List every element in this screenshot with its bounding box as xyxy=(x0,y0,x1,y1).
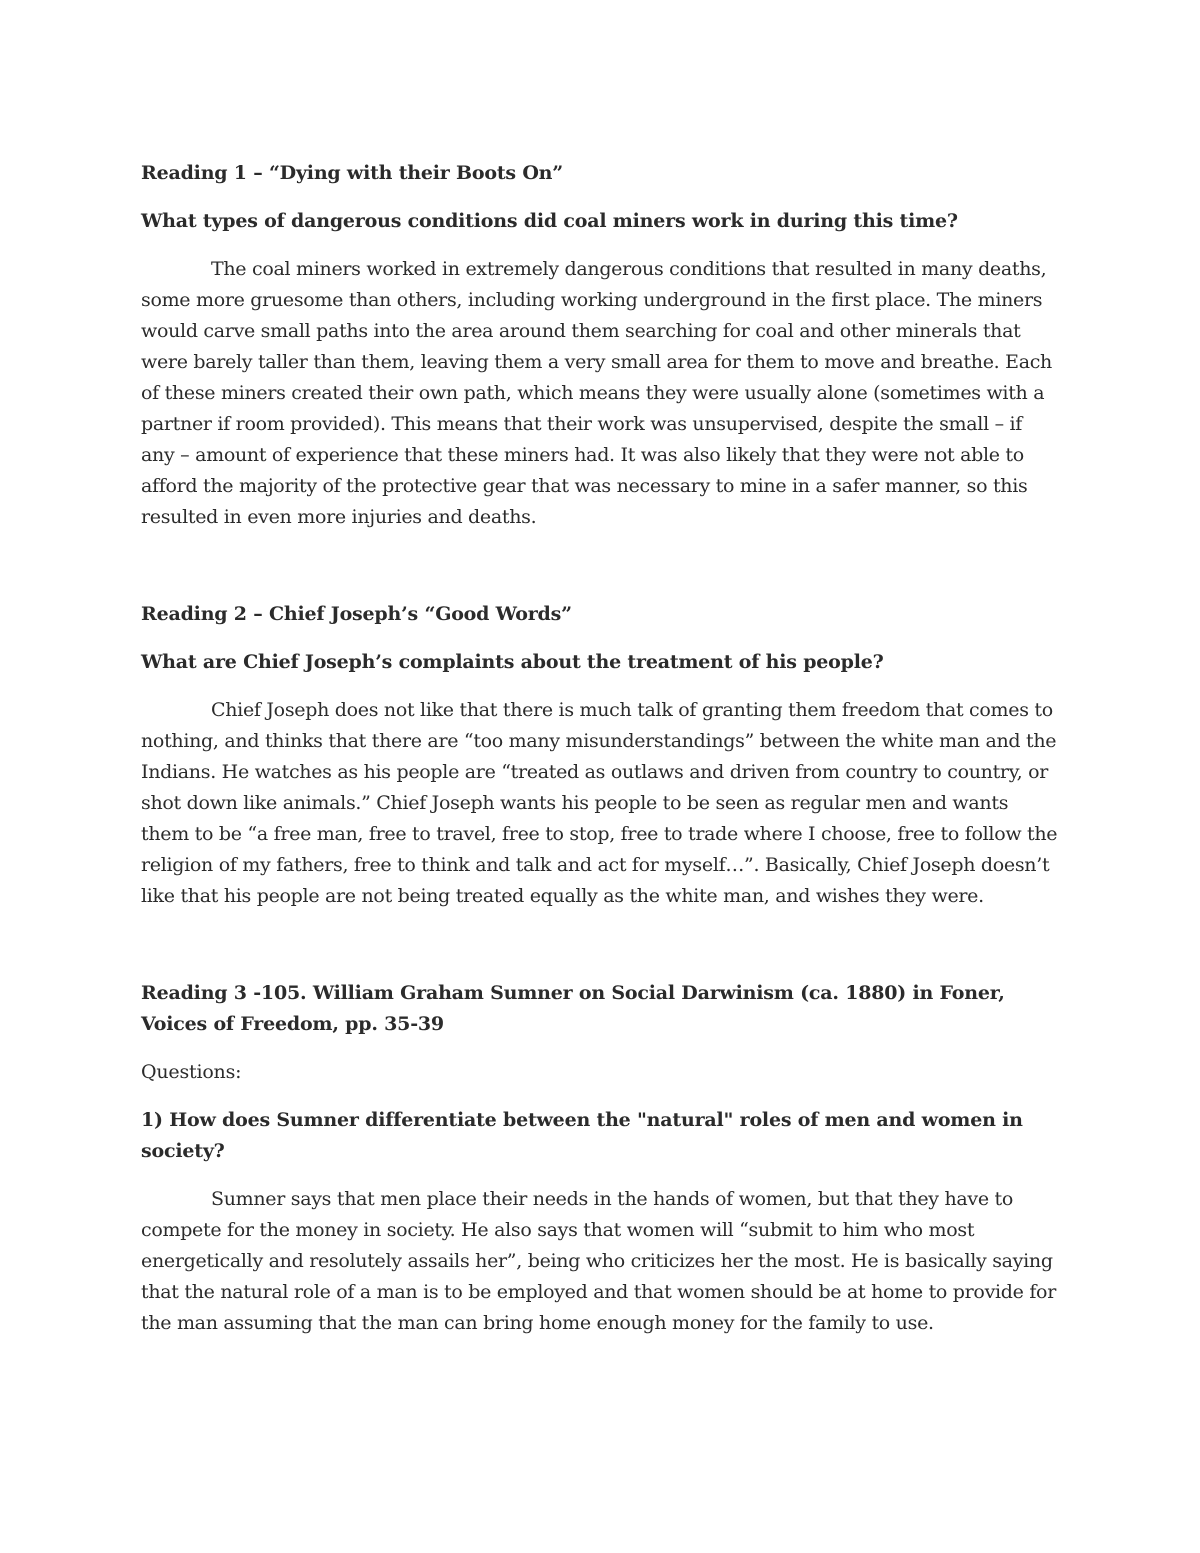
reading-2-question: What are Chief Joseph’s complaints about the treatment of his people? xyxy=(141,651,884,673)
reading-3-answer: Sumner says that men place their needs in the hands of women, but that they have to compete for the money in society. He also says that women will “submit to him who most energetically and resolutely assails her”, being who criticizes her the most. He is basically saying that the natural role of a man is to be employed and that women should be at home to provide for the man assuming that the man can bring home enough money for the family to use. xyxy=(141,1188,1056,1334)
reading-1-heading: Reading 1 – “Dying with their Boots On” xyxy=(141,162,564,184)
reading-2-heading: Reading 2 – Chief Joseph’s “Good Words” xyxy=(141,603,572,625)
reading-2-answer: Chief Joseph does not like that there is much talk of granting them freedom that comes to nothing, and thinks that there are “too many misunderstandings” between the white man and the Indians. He watches as his people are “treated as outlaws and driven from country to country, or shot down like animals.” Chief Joseph wants his people to be seen as regular men and wants them to be “a free man, free to travel, free to stop, free to trade where I choose, free to follow the religion of my fathers, free to think and talk and act for myself…”. Basically, Chief Joseph doesn’t like that his people are not being treated equally as the white man, and wishes they were. xyxy=(141,699,1058,907)
reading-1-answer: The coal miners worked in extremely dangerous conditions that resulted in many deaths, some more gruesome than others, including working underground in the first place. The miners would carve small paths into the area around them searching for coal and other minerals that were barely taller than them, leaving them a very small area for them to move and breathe. Each of these miners created their own path, which means they were usually alone (sometimes with a partner if room provided). This means that their work was unsupervised, despite the small – if any – amount of experience that these miners had. It was also likely that they were not able to afford the majority of the protective gear that was necessary to mine in a safer manner, so this resulted in even more injuries and deaths. xyxy=(141,258,1052,528)
reading-3-question: 1) How does Sumner differentiate between the "natural" roles of men and women in society? xyxy=(141,1109,1023,1162)
reading-1-question: What types of dangerous conditions did coal miners work in during this time? xyxy=(141,210,958,232)
reading-3-heading: Reading 3 -105. William Graham Sumner on Social Darwinism (ca. 1880) in Foner, Voices of Freedom, pp. 35-39 xyxy=(141,982,1005,1035)
document-content xyxy=(141,158,1061,1339)
questions-label: Questions: xyxy=(141,1061,242,1083)
